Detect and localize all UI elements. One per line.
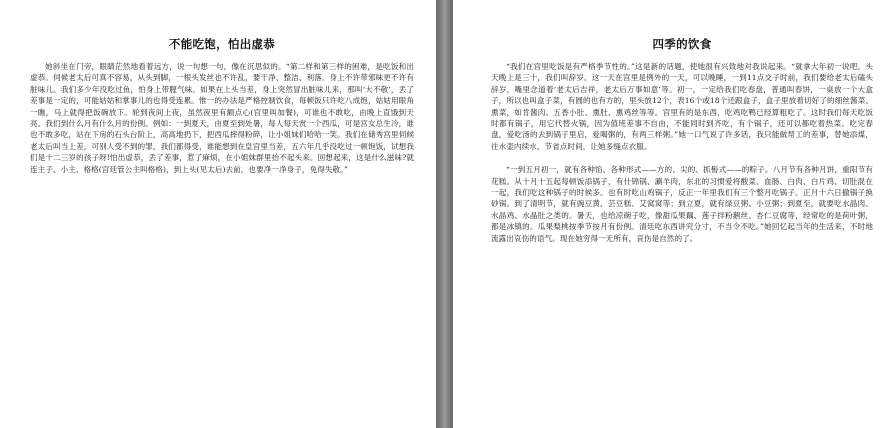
left-paragraph: 她斜坐在门旁，眼睛茫然地看着远方，说一句想一句，像在沉思似的。“第二样和第三样的困难，是吃饭和出虚恭。伺候老太后可真不容易，从头到脚，一根头发丝也不许乱，要干净、整洁、利落。身上不许带邪味更不许有脏味儿。我们多少年没吃过鱼，怕身上带腥气味。如果在上头当差，身上突然冒出脏味儿来，那叫‘大不敬’，丢了差事是一定的，可能姑姑和掌事儿的也得受连累。惟一的办法是严格控制饮食，每顿饭只许吃八成饱，姑姑用眼角一瞧，马上就得把饭碗放下。轮到夜间上夜，虽然夜里有额点心(宫里叫加餐)，可谁也不敢吃，由晚上直饿到天亮。我们到什么月有什么月的份例。例如：一到夏天，由夏至到处暑，每人每天赏一个西瓜，可是宫女总生冷，谁也不敢多吃，站在下房的石头台阶上，高高地扔下，把西瓜摔得粉碎，让小姐妹们哈哈一笑。我们在储秀宫里伺候老太后叫当上差，可别人受不到的罪，我们都得受，谁能想到在皇宫里当差，五六年几乎没吃过一顿饱饭，试想我们是十二三岁的孩子呀!怕出虚恭，丢了差事，惹了麻烦，在小姐妹群里抬不起头来。回想起来，这是什么滋味?就连主子、小主、格格(宫廷管公主叫格格)，到上头(见太后)去前，也要净一净身子，免得失敬。” bbox=[30, 62, 414, 174]
left-page bbox=[0, 0, 437, 428]
right-page bbox=[452, 0, 893, 428]
page-gutter bbox=[437, 0, 452, 428]
left-page-title: 不能吃饱，怕出虚恭 bbox=[168, 37, 276, 51]
right-paragraph: “我们在宫里吃饭是有严格季节性的。”这是新的话题，使她很有兴致地对我说起来。“就拿大年初一说吧。头天晚上是三十，我们叫辞岁。这一天在宫里是例外的一天，可以晚睡，一到11点交子时前，我们要给老太后磕头辞岁，嘴里念道着‘老太后吉祥，老太后万事如意’等。初一，一定给我们吃春盘，普通叫春饼，一桌放一个大盒子，所以也叫盒子菜，有圆的也有方的，里头放12个，表16个或18个还跟盒子，盒子里放着切好了的细丝酱菜、熏菜，如肯酱肉、五香小肚、熏肚、熏鸡丝等等。宫里有的是东西，吃鸡吃鸭已经算粗吃了。这时我们每天吃饭时都有锅子，用它代替火锅，因为值班差事不自由，不能同时到齐吃，有个锅子，还可以都吃着热菜。吃完春盘，爱吃汤的去到锅子里启，爱喝粥的，有两三样粥。”她一口气说了许多话，我只能做帮工的差事，替她添煤，往水壶内续水，节省点时间，让她多缝点衣服。 bbox=[491, 62, 873, 151]
right-page-title: 四季的饮食 bbox=[652, 37, 712, 51]
right-paragraph: “一到五月初一，就有各种馅、各种形式——方的、尖的、抓髻式——的粽子。八月节有各种月饼，重阳节有花糕。从十月十五起每顿饭添锅子，有什锦锅、涮羊肉，东北的习惯爱将酸菜、血肠、白肉、白片鸡、切肚混在一起，我们吃这种锅子的时候多。也有时吃山鸡锅子，反正一年里我们有三个整月吃锅子。正月十六日撤锅子换砂锅。到了清明节，就有豌豆黄、芸豆糕、艾窝窝等；到立夏，就有绿豆粥、小豆粥；到夏至，就要吃水晶肉、水晶鸡、水晶肚之类的。暑天，也给凉碗子吃，像甜瓜果藕、莲子拌粉鹅丝、杏仁豆腐等，经常吃的是荷叶粥，都是冰镇的。瓜果梨桃按季节按月有份例。清廷吃东西讲究分寸，不当令不吃。”她回忆起当年的生活来，不时地流露出哀伤的语气。现在她穷得一无所有，哀伤是自然的了。 bbox=[491, 165, 873, 243]
